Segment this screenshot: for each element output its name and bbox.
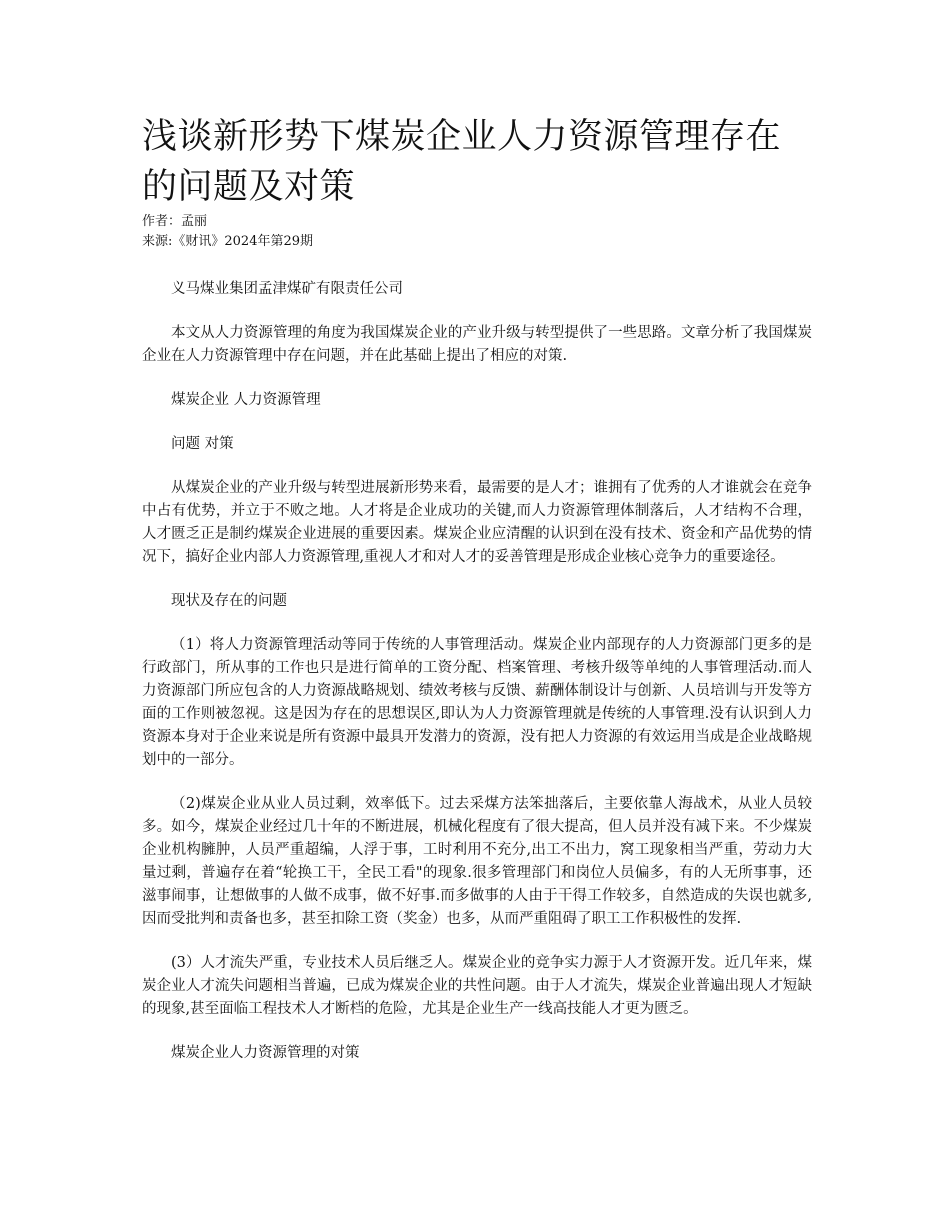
problem-paragraph-1: （1）将人力资源管理活动等同于传统的人事管理活动。煤炭企业内部现存的人力资源部门更多的是行政部门，所从事的工作也只是进行简单的工资分配、档案管理、考核升级等单纯的人事管理活动.而人力资源部门所应包含的人力资源战略规划、绩效考核与反馈、薪酬体制设计与创新、人员培训与开发等方面的工作则被忽视。这是因为存在的思想误区,即认为人力资源管理就是传统的人事管理.没有认识到人力资源本身对于企业来说是所有资源中最具开发潜力的资源，没有把人力资源的有效运用当成是企业战略规划中的一部分。 [142, 637, 812, 768]
author-affiliation: 义马煤业集团孟津煤矿有限责任公司 [171, 281, 403, 297]
keywords-line-2: 问题 对策 [171, 436, 234, 452]
problem-paragraph-3: (3）人才流失严重，专业技术人员后继乏人。煤炭企业的竞争实力源于人才资源开发。近几年来，煤炭企业人才流失问题相当普遍，已成为煤炭企业的共性问题。由于人才流失，煤炭企业普遍出现人才短缺的现象,甚至面临工程技术人才断档的危险，尤其是企业生产一线高技能人才更为匮乏。 [142, 955, 812, 1017]
intro-paragraph: 从煤炭企业的产业升级与转型进展新形势来看，最需要的是人才；谁拥有了优秀的人才谁就会在竞争中占有优势，并立于不败之地。人才将是企业成功的关键,而人力资源管理体制落后，人才结构不合理，人才匮乏正是制约煤炭企业进展的重要因素。煤炭企业应清醒的认识到在没有技术、资金和产品优势的情况下，搞好企业内部人力资源管理,重视人才和对人才的妥善管理是形成企业核心竞争力的重要途径。 [142, 480, 812, 565]
section-heading-problems: 现状及存在的问题 [171, 593, 287, 609]
article-title: 浅谈新形势下煤炭企业人力资源管理存在的问题及对策 [142, 117, 782, 207]
abstract-paragraph: 本文从人力资源管理的角度为我国煤炭企业的产业升级与转型提供了一些思路。文章分析了我国煤炭企业在人力资源管理中存在问题，并在此基础上提出了相应的对策. [142, 325, 812, 364]
keywords-line-1: 煤炭企业 人力资源管理 [171, 392, 321, 408]
article-source: 来源:《财讯》2024年第29期 [142, 234, 314, 249]
section-heading-countermeasures: 煤炭企业人力资源管理的对策 [171, 1045, 360, 1061]
article [142, 112, 812, 1065]
article-author: 作者：孟丽 [142, 214, 208, 229]
problem-paragraph-2: （2)煤炭企业从业人员过剩，效率低下。过去采煤方法笨拙落后，主要依靠人海战术，从业人员较多。如今，煤炭企业经过几十年的不断进展，机械化程度有了很大提高，但人员并没有减下来。不少煤炭企业机构臃肿，人员严重超编，人浮于事，工时利用不充分,出工不出力，窝工现象相当严重，劳动力大量过剩，普遍存在着“轮换工干，全民工看"的现象.很多管理部门和岗位人员偏多，有的人无所事事，还滋事闹事，让想做事的人做不成事，做不好事.而多做事的人由于干得工作较多，自然造成的失误也就多,因而受批判和责备也多，甚至扣除工资（奖金）也多，从而严重阻碍了职工工作积极性的发挥. [142, 796, 812, 927]
